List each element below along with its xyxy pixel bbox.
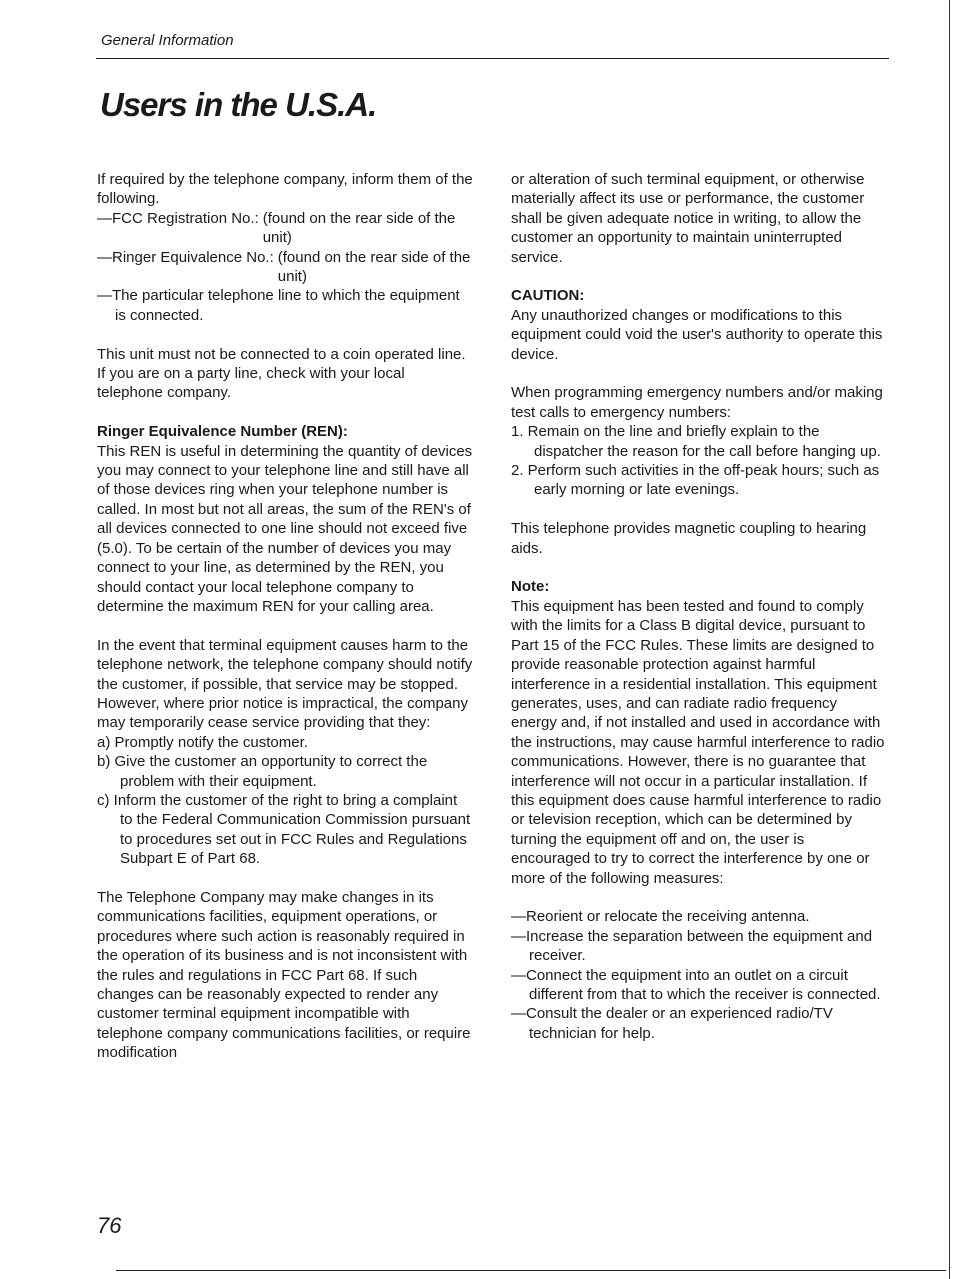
continued-paragraph: or alteration of such terminal equipment, or otherwise materially affect its use or performance, the customer shall be given adequate notice in writing, to allow the customer an opportunity to maintain uninterrupted service. xyxy=(511,171,865,266)
footer-divider xyxy=(116,1270,946,1271)
list-item: 2. Perform such activities in the off-peak hours; such as early morning or late evenings. xyxy=(511,462,880,499)
left-column xyxy=(97,170,473,1063)
telephone-line-item: —The particular telephone line to which the equipment is connected. xyxy=(97,287,460,324)
right-column xyxy=(511,170,887,1043)
network-harm-paragraph: In the event that terminal equipment causes harm to the telephone network, the telephone company should notify the customer, if possible, that service may be stopped. However, where prior notice is impractical, the company may temporarily cease service providing that they: xyxy=(97,636,473,732)
measure-item: —Consult the dealer or an experienced radio/TV technician for help. xyxy=(511,1005,833,1042)
page-number: 76 xyxy=(97,1213,122,1238)
list-item: b) Give the customer an opportunity to correct the problem with their equipment. xyxy=(97,753,428,790)
fcc-registration-value: (found on the rear side of the unit) xyxy=(262,209,456,247)
page-edge-line xyxy=(949,0,950,1279)
intro-paragraph: If required by the telephone company, inform them of the following. xyxy=(97,171,473,208)
ren-paragraph: This REN is useful in determining the quantity of devices you may connect to your telephone line and still have all of those devices ring when your telephone number is called. In most but not all areas, the sum of the REN's of all devices connected to one line should not exceed five (5.0). To be certain of the number of devices you may connect to your line, as determined by the REN, you should contact your local telephone company to determine the maximum REN for your calling area. xyxy=(97,442,473,615)
ringer-equivalence-label: —Ringer Equivalence No.: xyxy=(97,248,274,266)
note-heading: Note: xyxy=(511,578,550,596)
caution-heading: CAUTION: xyxy=(511,287,585,305)
ringer-equivalence-item xyxy=(97,248,473,287)
note-paragraph: This equipment has been tested and found to comply with the limits for a Class B digital device, pursuant to Part 15 of the FCC Rules. These limits are designed to provide reasonable protection against harmful interference in a residential installation. This equipment generates, uses, and can radiate radio frequency energy and, if not installed and used in accordance with the instructions, may cause harmful interference to radio communications. However, there is no guarantee that interference will not occur in a particular installation. If this equipment does cause harmful interference to radio or television reception, which can be determined by turning the equipment off and on, the user is encouraged to try to correct the interference by one or more of the following measures: xyxy=(511,597,885,887)
list-item: 1. Remain on the line and briefly explain to the dispatcher the reason for the call before hanging up. xyxy=(511,423,881,460)
list-item: a) Promptly notify the customer. xyxy=(97,733,308,751)
fcc-registration-item xyxy=(97,209,473,248)
header-divider xyxy=(96,58,889,59)
list-item: c) Inform the customer of the right to bring a complaint to the Federal Communication Commission pursuant to procedures set out in FCC Rules and Regulations Subpart E of Part 68. xyxy=(97,791,471,868)
telephone-company-changes-paragraph: The Telephone Company may make changes in its communications facilities, equipment operations, or procedures where such action is reasonably required in the operation of its business and is not inconsistent with the rules and regulations in FCC Part 68. If such changes can be reasonably expected to render any customer terminal equipment incompatible with telephone company communications facilities, or require modification xyxy=(97,888,471,1062)
measure-item: —Connect the equipment into an outlet on a circuit different from that to which the receiver is connected. xyxy=(511,966,881,1003)
emergency-numbers-paragraph: When programming emergency numbers and/or making test calls to emergency numbers: xyxy=(511,384,883,421)
ren-heading: Ringer Equivalence Number (REN): xyxy=(97,423,348,441)
caution-paragraph: Any unauthorized changes or modifications to this equipment could void the user's authority to operate this device. xyxy=(511,306,883,363)
measure-item: —Reorient or relocate the receiving antenna. xyxy=(511,908,810,926)
coin-line-paragraph: This unit must not be connected to a coin operated line. If you are on a party line, check with your local telephone company. xyxy=(97,345,466,402)
measure-item: —Increase the separation between the equipment and receiver. xyxy=(511,927,873,965)
ringer-equivalence-value: (found on the rear side of the unit) xyxy=(277,248,471,286)
page-title: Users in the U.S.A. xyxy=(100,86,377,123)
section-header: General Information xyxy=(101,32,234,49)
hearing-aid-paragraph: This telephone provides magnetic coupling to hearing aids. xyxy=(511,520,867,557)
fcc-registration-label: —FCC Registration No.: xyxy=(97,209,259,227)
